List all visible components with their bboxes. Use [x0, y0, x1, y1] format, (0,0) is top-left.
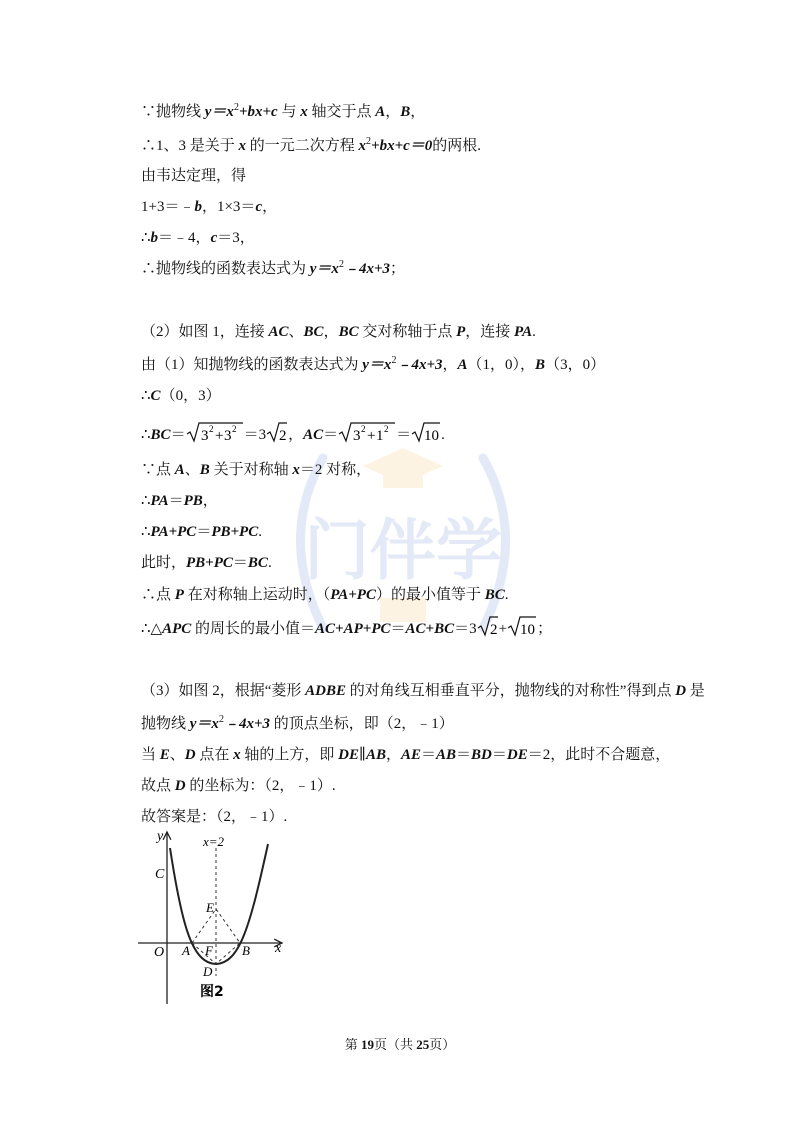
svg-text:2: 2: [361, 424, 366, 434]
label-C: C: [155, 867, 165, 882]
line-15: ∴点 P 在对称轴上运动时，（PA+PC）的最小值等于 BC.: [141, 587, 509, 603]
line-14: 此时，PB+PC＝BC.: [141, 555, 272, 571]
sqrt-10: [411, 421, 441, 443]
svg-text:10: 10: [520, 622, 536, 637]
line-5: ∴b＝﹣4，c＝3，: [141, 230, 255, 246]
label-D: D: [203, 964, 213, 979]
grad-cap-icon: [363, 448, 443, 488]
label-y: y: [157, 829, 164, 844]
line-18: 抛物线 $y=x^2﹣4x+3$ 的顶点坐标，即（2，﹣1）: [141, 714, 454, 732]
page-number: 19: [360, 1037, 374, 1052]
sqrt-2: [266, 421, 288, 443]
line-21: 故答案是：（2，﹣1）.: [141, 809, 288, 825]
label-E: E: [206, 900, 214, 915]
label-B: B: [242, 943, 250, 958]
line-8: 由（1）知抛物线的函数表达式为 $y=x^2﹣4x+3$，A（1，0），B（3，0）: [141, 355, 606, 373]
svg-text:2: 2: [384, 424, 389, 434]
line-19: 当 E、D 点在 x 轴的上方，即 DE∥AB，AE＝AB＝BD＝DE＝2，此时不合题意，: [141, 747, 671, 763]
label-O: O: [154, 945, 165, 960]
svg-text:3: 3: [200, 428, 209, 443]
page-footer: 第 19页（共 25页）: [344, 1037, 456, 1052]
svg-text:1: 1: [376, 428, 384, 443]
line-4: 1+3＝﹣b，1×3＝c，: [141, 199, 278, 215]
line-3: 由韦达定理，得: [141, 168, 247, 184]
label-x: x: [275, 941, 282, 956]
line-16: ∴△APC 的周长的最小值＝AC+AP+PC＝AC+BC＝3 2 + 10 ；: [141, 615, 552, 639]
svg-text:+: +: [367, 428, 376, 443]
line-7: （2）如图 1，连接 AC、BC，BC 交对称轴于点 P，连接 PA.: [141, 324, 536, 340]
line-6: ∴抛物线的函数表达式为 $y=x^2﹣4x+3$；: [141, 259, 406, 277]
label-F: F: [205, 943, 213, 958]
watermark-text: 门伴学: [304, 512, 502, 589]
svg-text:2: 2: [231, 424, 237, 434]
line-20: 故点 D 的坐标为：（2，﹣1）.: [141, 778, 336, 794]
sqrt-10-b: [507, 615, 537, 637]
line-1: ∵抛物线 $y=x^2+bx+c$ 与 x 轴交于点 A，B，: [141, 102, 426, 120]
sqrt-ac: [338, 421, 396, 443]
label-A: A: [182, 943, 190, 958]
svg-text:+: +: [214, 428, 224, 443]
line-2: ∴1、3 是关于 x 的一元二次方程 $x^2+bx+c=0$的两根.: [141, 136, 482, 154]
line-12: ∴PA＝PB，: [141, 493, 218, 509]
line-9: ∴C（0，3）: [141, 388, 221, 404]
svg-text:2: 2: [279, 428, 287, 443]
svg-text:10: 10: [424, 428, 440, 443]
figure-caption: 图2: [200, 984, 224, 1000]
label-x-eq-2: x=2: [203, 834, 225, 849]
sqrt-2-b: [477, 615, 499, 637]
line-17: （3）如图 2，根据“菱形 ADBE 的对角线互相垂直平分，抛物线的对称性”得到点 D 是: [141, 683, 705, 699]
svg-text:2: 2: [208, 424, 214, 434]
svg-text:3: 3: [353, 428, 361, 443]
figure-2: [130, 826, 300, 1021]
line-13: ∴PA+PC＝PB+PC.: [141, 524, 262, 540]
line-10: ∴BC＝ 3 2 + 3 2 ＝3 2 ，AC＝ 3 2 + 1 2 ＝ 10 .: [141, 421, 445, 445]
svg-text:2: 2: [489, 622, 498, 637]
page-total: 25: [416, 1037, 430, 1052]
sqrt-bc: [186, 421, 244, 443]
svg-text:3: 3: [223, 428, 232, 443]
line-11: ∵点 A、B 关于对称轴 x＝2 对称，: [141, 462, 372, 478]
